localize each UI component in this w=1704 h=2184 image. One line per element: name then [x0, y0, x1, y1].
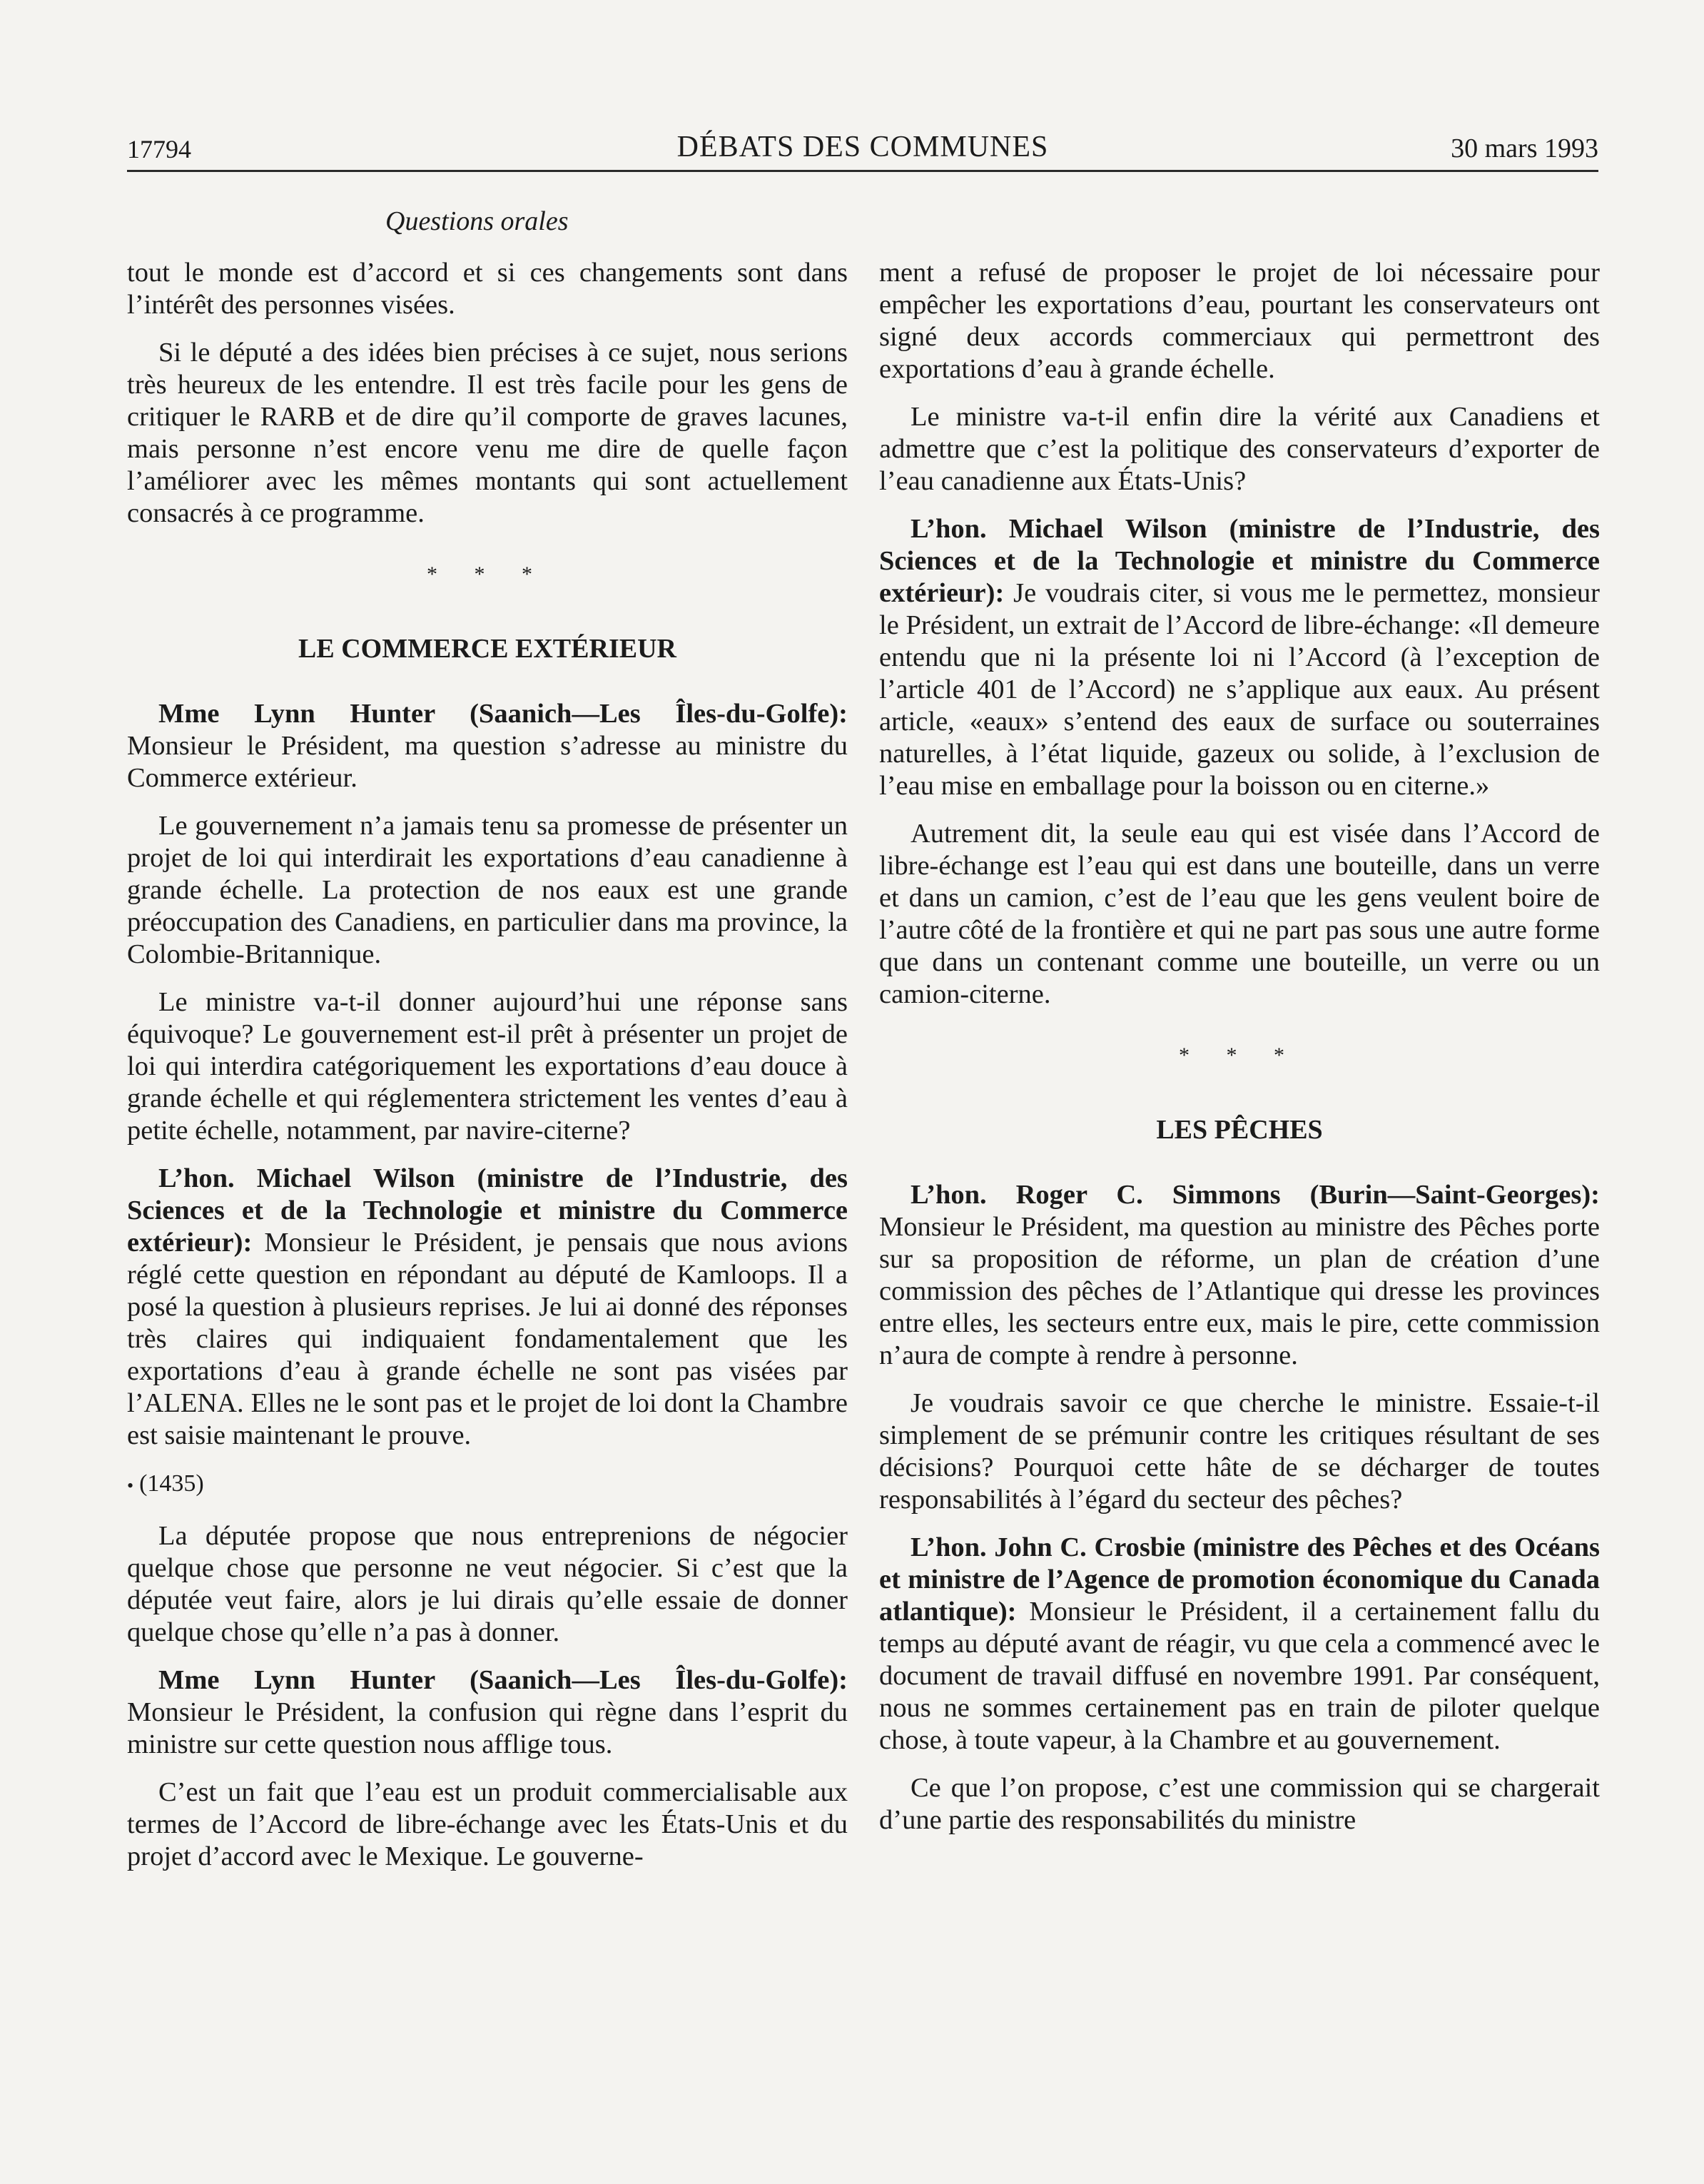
speech [879, 1179, 1600, 1372]
speech-text: Monsieur le Président, la confusion qui règne dans l’esprit du ministre sur cette question nous afflige tous. [127, 1697, 848, 1759]
speech [879, 1532, 1600, 1756]
section-heading: LES PÊCHES [1156, 1115, 1323, 1145]
speech-text: Monsieur le Président, ma question s’adresse au ministre du Commerce extérieur. [127, 731, 848, 793]
paragraph: Le ministre va-t-il donner aujourd’hui une réponse sans équivoque? Le gouvernement est-il prêt à présenter un projet de loi qui interdira catégoriquement les exportations d’eau douce à grande échelle et qui réglementera strictement les ventes d’eau à petite échelle, notamment, par navire-citerne? [127, 987, 848, 1146]
speech-text: Je voudrais citer, si vous me le permettez, monsieur le Président, un extrait de l’Accord de libre-échange: «Il demeure entendu que ni la présente loi ni l’Accord (à l’exception de l’article 401 de l’Accord) ne s’applique aux eaux. Au présent article, «eaux» s’entend des eaux de surface ou souterraines naturelles, à l’état liquide, gazeux ou solide, à l’exclusion de l’eau mise en emballage pour la boisson ou en citerne.» [879, 578, 1600, 801]
speaker-name: Mme Lynn Hunter (Saanich—Les Îles-du-Golfe): [158, 699, 848, 729]
paragraph: Le gouvernement n’a jamais tenu sa promesse de présenter un projet de loi qui interdirait les exportations d’eau canadienne à grande échelle. La protection de nos eaux est une grande préoccupation des Canadiens, en particulier dans ma province, la Colombie-Britannique. [127, 811, 848, 969]
speech-text: Monsieur le Président, je pensais que nous avions réglé cette question en répondant au député de Kamloops. Il a posé la question à plusieurs reprises. Je lui ai donné des réponses très claires qui indiquaient fondamentalement que les exportations d’eau à grande échelle ne sont pas visées par l’ALENA. Elles ne le sont pas et le projet de loi dont la Chambre est saisie maintenant le prouve. [127, 1228, 848, 1450]
paragraph: C’est un fait que l’eau est un produit commercialisable aux termes de l’Accord de libre-échange avec les États-Unis et du projet d’accord avec le Mexique. Le gouverne- [127, 1776, 848, 1871]
left-column [127, 257, 848, 1889]
speaker-name: L’hon. Roger C. Simmons (Burin—Saint-Georges): [911, 1180, 1600, 1210]
section-heading: LE COMMERCE EXTÉRIEUR [298, 634, 676, 664]
section-separator: * * * [427, 562, 548, 586]
paragraph: Le ministre va-t-il enfin dire la vérité aux Canadiens et admettre que c’est la politique des conservateurs d’exporter de l’eau canadienne aux États-Unis? [879, 402, 1600, 496]
publication-title: DÉBATS DES COMMUNES [676, 131, 1049, 163]
paragraph: tout le monde est d’accord et si ces changements sont dans l’intérêt des personnes visées. [127, 258, 848, 320]
publication-date: 30 mars 1993 [1451, 133, 1598, 163]
paragraph: Je voudrais savoir ce que cherche le ministre. Essaie-t-il simplement de se prémunir contre les critiques résultant de ses décisions? Pourquoi cette hâte de se décharger de toutes responsabilités à l’égard du secteur des pêches? [879, 1388, 1600, 1515]
paragraph: Si le député a des idées bien précises à ce sujet, nous serions très heureux de les entendre. Il est très facile pour les gens de critiquer le RARB et de dire qu’il comporte de graves lacunes, mais personne n’est encore venu me dire de quelle façon l’améliorer avec les mêmes montants qui sont actuellement consacrés à ce programme. [127, 338, 848, 528]
speech [127, 1664, 848, 1761]
bullet-icon: • [127, 1475, 134, 1496]
speech [879, 513, 1600, 802]
paragraph: La députée propose que nous entreprenions de négocier quelque chose que personne ne veut négocier. Si c’est que la députée veut faire, alors je lui dirais qu’elle essaie de donner quelque chose qu’elle n’a pas à donner. [127, 1520, 848, 1647]
speech [127, 1163, 848, 1452]
speaker-name: L’hon. Michael Wilson (ministre de l’Industrie, des Sciences et de la Technologie et ministre du Commerce extérieur): [879, 514, 1600, 608]
paragraph: Autrement dit, la seule eau qui est visée dans l’Accord de libre-échange est l’eau qui est dans une bouteille, dans un verre et dans un camion, c’est de l’eau que les gens veulent boire de l’autre côté de la frontière et qui ne part pas sous une autre forme que dans un contenant comme une bouteille, un verre ou un camion-citerne. [879, 819, 1600, 1009]
speaker-name: Mme Lynn Hunter (Saanich—Les Îles-du-Golfe): [158, 1664, 848, 1695]
page-header [127, 128, 1598, 172]
paragraph: Ce que l’on propose, c’est une commission qui se chargerait d’une partie des responsabilités du ministre [879, 1773, 1600, 1835]
time-marker [127, 1467, 848, 1502]
running-head: Questions orales [385, 206, 569, 236]
speaker-name: L’hon. John C. Crosbie (ministre des Pêches et des Océans et ministre de l’Agence de promotion économique du Canada atlantique): [879, 1532, 1600, 1627]
speech-text: Monsieur le Président, il a certainement fallu du temps au député avant de réagir, vu que cela a commencé avec le document de travail diffusé en novembre 1991. Par conséquent, nous ne sommes certainement pas en train de piloter quelque chose, à toute vapeur, à la Chambre et au gouvernement. [879, 1597, 1600, 1755]
page-number: 17794 [127, 135, 191, 163]
right-column [879, 257, 1600, 1852]
paragraph: ment a refusé de proposer le projet de loi nécessaire pour empêcher les exportations d’eau, pourtant les conservateurs ont signé deux accords commerciaux qui permettront des exportations d’eau à grande échelle. [879, 258, 1600, 384]
section-separator: * * * [1179, 1043, 1300, 1067]
speech-text: Monsieur le Président, ma question au ministre des Pêches porte sur sa proposition de réforme, un plan de création d’une commission des pêches de l’Atlantique qui dresse les provinces entre elles, les secteurs entre eux, mais le pire, cette commission n’aura de compte à rendre à personne. [879, 1212, 1600, 1370]
time-stamp: (1435) [139, 1470, 204, 1497]
speaker-name: L’hon. Michael Wilson (ministre de l’Industrie, des Sciences et de la Technologie et ministre du Commerce extérieur): [127, 1163, 848, 1258]
speech [127, 698, 848, 794]
